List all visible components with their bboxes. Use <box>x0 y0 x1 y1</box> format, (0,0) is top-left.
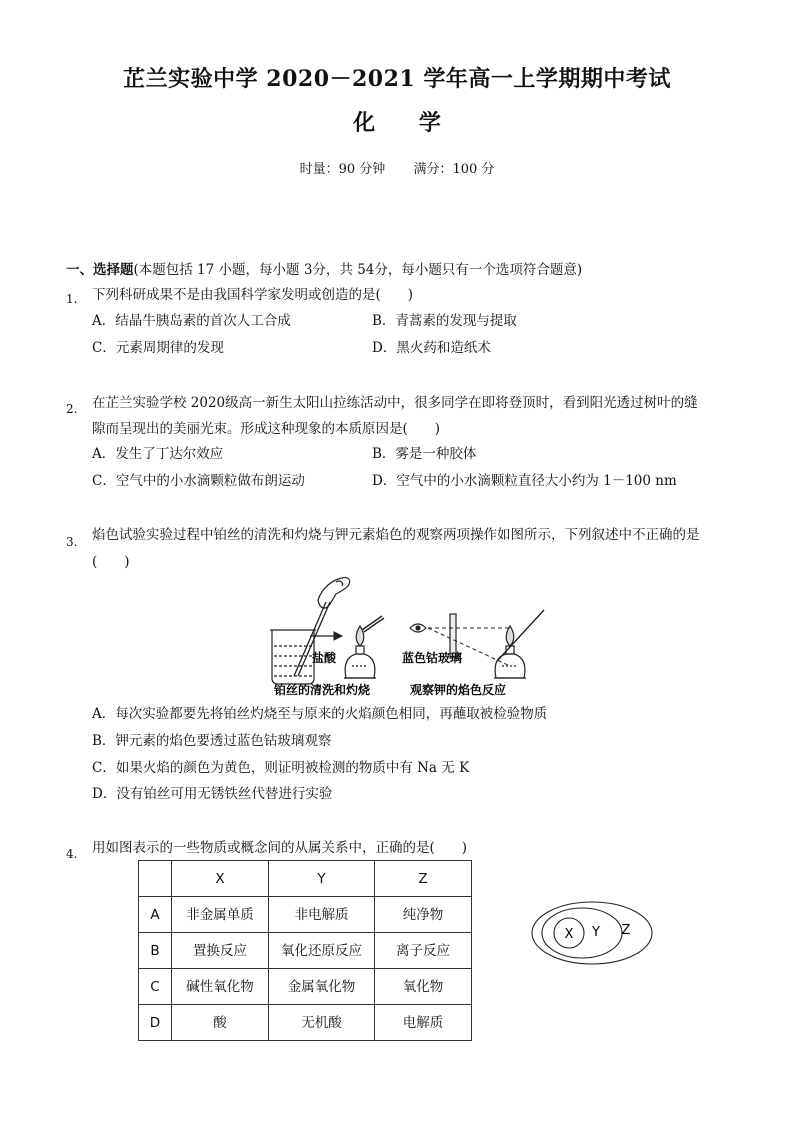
beaker-icon <box>270 630 316 684</box>
option-a: A．每次实验都要先将铂丝灼烧至与原来的火焰颜色相同，再蘸取被检验物质 <box>92 706 548 722</box>
table-cell: 纯净物 <box>375 897 472 933</box>
question-stem: 用如图表示的一些物质或概念间的从属关系中，正确的是( ) <box>92 840 468 856</box>
question-stem-line-1: 焰色试验实验过程中铂丝的清洗和灼烧与钾元素焰色的观察两项操作如图所示，下列叙述中不正确的是 <box>92 527 700 543</box>
table-cell: A <box>139 897 172 933</box>
table-cell: C <box>139 969 172 1005</box>
venn-y-label: Y <box>592 925 600 940</box>
exam-title: 芷兰实验中学 2020－2021 学年高一上学期期中考试 <box>123 66 671 92</box>
table-header-cell: X <box>172 861 269 897</box>
table-header-cell: Z <box>375 861 472 897</box>
table-row <box>139 933 472 969</box>
classification-table <box>138 860 472 1041</box>
acid-label: 盐酸 <box>312 651 337 665</box>
subject-char-2: 学 <box>418 110 441 136</box>
subject-char-1: 化 <box>353 110 376 136</box>
table-cell: 离子反应 <box>375 933 472 969</box>
table-row <box>139 969 472 1005</box>
eye-icon <box>410 624 426 632</box>
table-header-cell <box>139 861 172 897</box>
flame-test-figure <box>260 570 560 700</box>
table-cell: 酸 <box>172 1005 269 1041</box>
table-cell: D <box>139 1005 172 1041</box>
table-row <box>139 897 472 933</box>
alcohol-lamp-left-icon <box>344 616 384 678</box>
section-heading <box>66 258 582 278</box>
option-c: C．空气中的小水滴颗粒做布朗运动 <box>92 473 305 489</box>
time-label: 时量：90 分钟 <box>299 162 386 177</box>
question-number: 3. <box>66 535 78 549</box>
hand-icon <box>318 577 350 608</box>
section-note: (本题包括 17 小题，每小题 3分，共 54分，每小题只有一个选项符合题意) <box>133 262 583 278</box>
exam-meta <box>0 158 794 177</box>
table-cell: 氧化还原反应 <box>269 933 375 969</box>
table-cell: 非金属单质 <box>172 897 269 933</box>
option-b: B．雾是一种胶体 <box>372 446 477 462</box>
question-stem-line-2: 隙而呈现出的美丽光束。形成这种现象的本质原因是( ) <box>92 421 441 437</box>
table-cell: 置换反应 <box>172 933 269 969</box>
caption-right: 观察钾的焰色反应 <box>410 683 507 697</box>
option-c: C．元素周期律的发现 <box>92 340 224 356</box>
question-stem-line-1: 在芷兰实验学校 2020级高一新生太阳山拉练活动中，很多同学在即将登顶时，看到阳光透过树叶的缝 <box>92 395 698 411</box>
question-number: 4. <box>66 847 78 861</box>
table-cell: 氧化物 <box>375 969 472 1005</box>
question-number: 2. <box>66 402 78 416</box>
alcohol-lamp-right-icon <box>494 610 544 678</box>
cobalt-glass-label: 蓝色钴玻璃 <box>402 651 463 665</box>
venn-z-label: Z <box>621 923 631 938</box>
subject-title <box>0 106 794 137</box>
question-stem-line-2: ( ) <box>92 554 130 570</box>
caption-left: 铂丝的清洗和灼烧 <box>274 683 371 697</box>
score-label: 满分：100 分 <box>413 162 495 177</box>
table-cell: B <box>139 933 172 969</box>
section-title: 一、选择题 <box>66 262 134 278</box>
option-b: B．钾元素的焰色要透过蓝色钴玻璃观察 <box>92 733 332 749</box>
arrow-icon <box>310 632 342 640</box>
table-header-cell: Y <box>269 861 375 897</box>
option-a: A．结晶牛胰岛素的首次人工合成 <box>92 313 291 329</box>
option-d: D．黑火药和造纸术 <box>372 340 491 356</box>
option-d: D．空气中的小水滴颗粒直径大小约为 1－100 nm <box>372 473 677 489</box>
question-stem: 下列科研成果不是由我国科学家发明或创造的是( ) <box>92 287 414 303</box>
table-cell: 金属氧化物 <box>269 969 375 1005</box>
option-d: D．没有铂丝可用无锈铁丝代替进行实验 <box>92 786 333 802</box>
table-cell: 碱性氧化物 <box>172 969 269 1005</box>
table-header-row <box>139 861 472 897</box>
table-row <box>139 1005 472 1041</box>
question-number: 1. <box>66 292 78 306</box>
table-cell: 非电解质 <box>269 897 375 933</box>
table-cell: 电解质 <box>375 1005 472 1041</box>
option-a: A．发生了丁达尔效应 <box>92 446 224 462</box>
table-cell: 无机酸 <box>269 1005 375 1041</box>
option-c: C．如果火焰的颜色为黄色，则证明被检测的物质中有 Na 无 K <box>92 760 470 776</box>
option-b: B．青蒿素的发现与提取 <box>372 313 517 329</box>
venn-x-label: X <box>564 927 574 942</box>
venn-diagram <box>530 900 660 966</box>
